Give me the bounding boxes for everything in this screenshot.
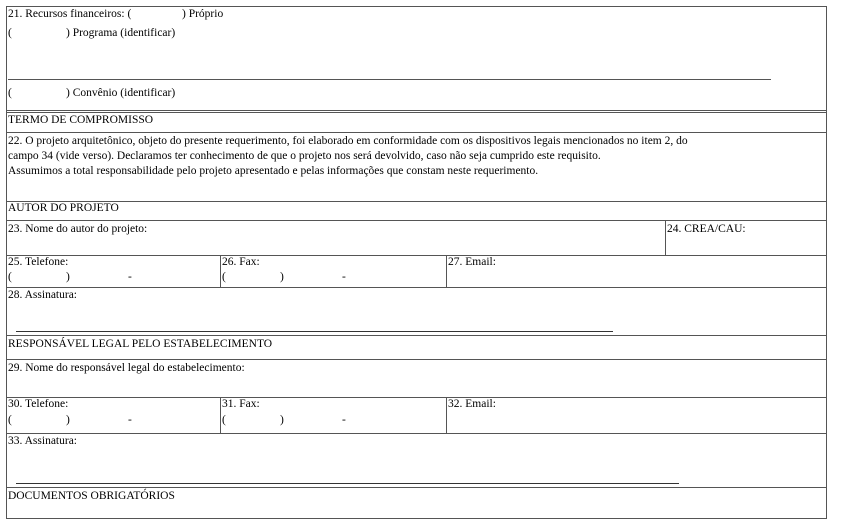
legal-signature-label: 33. Assinatura: — [8, 435, 77, 447]
author-fax-open-paren: ( — [222, 271, 226, 283]
legal-phone-open-paren: ( — [8, 414, 12, 426]
author-email-field[interactable]: 27. Email: — [448, 256, 496, 268]
author-phone-close-paren: ) — [66, 271, 70, 283]
rule-after-legal-name — [6, 397, 827, 398]
rule-before-commitment-inner — [6, 112, 827, 113]
commitment-text-line-1: 22. O projeto arquitetônico, objeto do presente requerimento, foi elaborado em conformidade com os dispositivos legais mencionados no item 2, do — [8, 135, 688, 147]
required-documents-heading: DOCUMENTOS OBRIGATÓRIOS — [8, 490, 175, 502]
divider-crea — [665, 220, 666, 255]
legal-phone-close-paren: ) — [66, 414, 70, 426]
legal-name-field[interactable]: 29. Nome do responsável legal do estabelecimento: — [8, 362, 245, 374]
rule-after-legal-heading — [6, 359, 827, 360]
divider-author-fax — [220, 255, 221, 287]
legal-fax-dash: - — [342, 414, 346, 426]
agreement-paren-open[interactable]: ( — [8, 87, 12, 99]
author-phone-dash: - — [128, 271, 132, 283]
legal-fax-open-paren: ( — [222, 414, 226, 426]
author-signature-line[interactable] — [16, 331, 613, 332]
rule-after-commitment-heading — [6, 132, 827, 133]
rule-after-author-name — [6, 255, 827, 256]
program-paren-open[interactable]: ( — [8, 27, 12, 39]
program-label: ) Programa (identificar) — [66, 27, 176, 39]
rule-after-commitment-text — [6, 201, 827, 202]
author-crea-field[interactable]: 24. CREA/CAU: — [667, 223, 746, 235]
legal-heading: RESPONSÁVEL LEGAL PELO ESTABELECIMENTO — [8, 338, 273, 350]
author-signature-label: 28. Assinatura: — [8, 289, 77, 301]
author-fax-dash: - — [342, 271, 346, 283]
divider-legal-email — [446, 397, 447, 433]
legal-signature-line[interactable] — [16, 483, 679, 484]
legal-email-field[interactable]: 32. Email: — [448, 398, 496, 410]
agreement-label: ) Convênio (identificar) — [66, 87, 176, 99]
author-phone-open-paren: ( — [8, 271, 12, 283]
form-frame — [6, 6, 827, 519]
author-heading: AUTOR DO PROJETO — [8, 202, 119, 214]
rule-after-legal-signature — [6, 487, 827, 488]
rule-after-author-contacts — [6, 287, 827, 288]
author-fax-field[interactable]: 26. Fax: — [222, 256, 260, 268]
program-identify-line[interactable] — [8, 79, 771, 80]
divider-author-email — [446, 255, 447, 287]
own-resources-label: ) Próprio — [182, 8, 224, 20]
legal-phone-field[interactable]: 30. Telefone: — [8, 398, 69, 410]
legal-fax-field[interactable]: 31. Fax: — [222, 398, 260, 410]
legal-phone-dash: - — [128, 414, 132, 426]
rule-after-legal-contacts — [6, 433, 827, 434]
commitment-text-line-2: campo 34 (vide verso). Declaramos ter conhecimento de que o projeto nos será devolvido, caso não seja cumprido este requisito. — [8, 150, 601, 162]
commitment-heading: TERMO DE COMPROMISSO — [8, 114, 154, 126]
rule-before-commitment — [6, 110, 827, 111]
rule-after-author-signature — [6, 335, 827, 336]
author-phone-field[interactable]: 25. Telefone: — [8, 256, 69, 268]
commitment-text-line-3: Assumimos a total responsabilidade pelo projeto apresentado e pelas informações que constam neste requerimento. — [8, 165, 539, 177]
financial-resources-label: 21. Recursos financeiros: ( — [8, 8, 132, 20]
author-fax-close-paren: ) — [280, 271, 284, 283]
legal-fax-close-paren: ) — [280, 414, 284, 426]
divider-legal-fax — [220, 397, 221, 433]
author-name-field[interactable]: 23. Nome do autor do projeto: — [8, 223, 148, 235]
rule-after-author-heading — [6, 220, 827, 221]
